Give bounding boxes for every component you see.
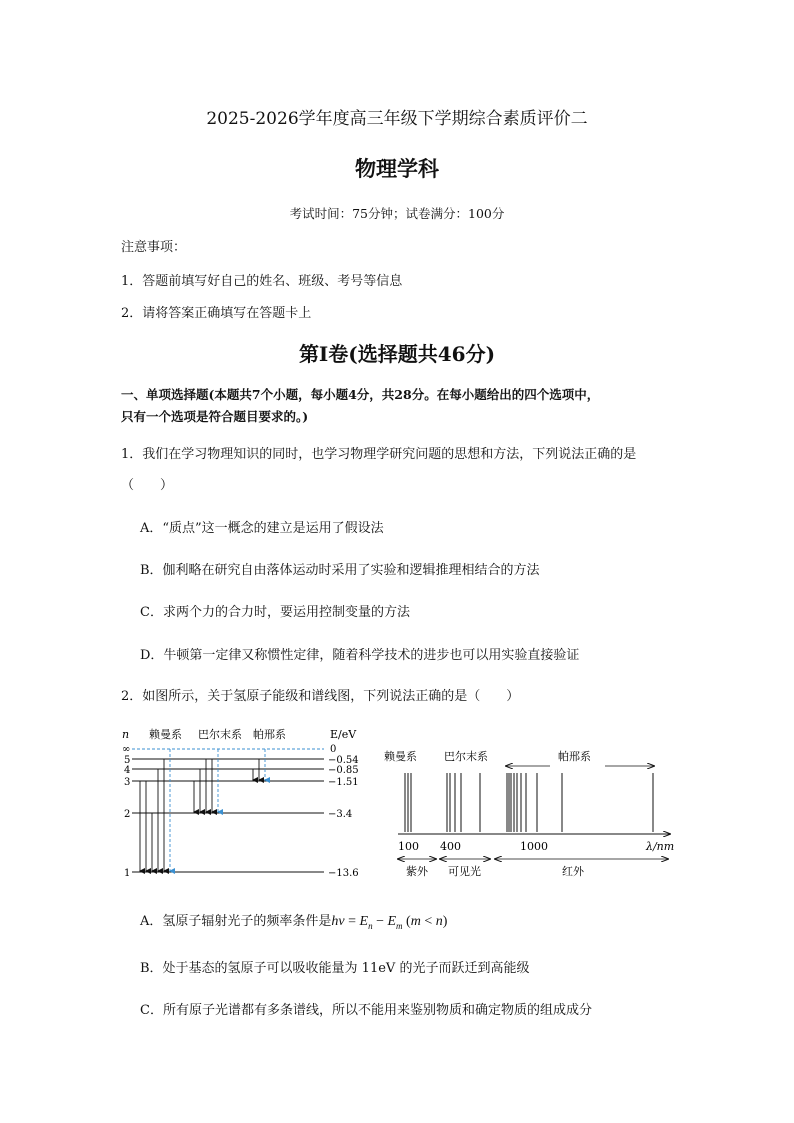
exam-info: 考试时间：75分钟；试卷满分：100分 — [289, 206, 505, 221]
q2-option-a — [140, 910, 447, 931]
q1-option-c: C．求两个力的合力时，要运用控制变量的方法 — [140, 605, 410, 620]
q1-stem: 1．我们在学习物理知识的同时，也学习物理学研究问题的思想和方法，下列说法正确的是 — [121, 447, 637, 462]
region-label-visible: 可见光 — [448, 865, 481, 878]
spectrum-diagram — [380, 742, 680, 882]
q2-stem: 2．如图所示，关于氢原子能级和谱线图，下列说法正确的是（ ） — [121, 689, 520, 704]
energy-series-label-lyman: 赖曼系 — [149, 728, 182, 741]
axis-tick-label: 100 — [398, 840, 419, 853]
section-heading-line2: 只有一个选项是符合题目要求的。) — [121, 409, 309, 424]
q2-option-c: C．所有原子光谱都有多条谱线，所以不能用来鉴别物质和确定物质的组成成分 — [140, 1003, 592, 1018]
exam-title: 2025-2026学年度高三年级下学期综合素质评价二 — [206, 109, 588, 129]
q1-option-d: D．牛顿第一定律又称惯性定律，随着科学技术的进步也可以用实验直接验证 — [140, 648, 580, 663]
level-energy-label: 0 — [330, 744, 337, 755]
lyman-lines — [405, 773, 411, 832]
e-axis-label: E/eV — [330, 728, 357, 741]
level-n-label: ∞ — [122, 744, 131, 755]
volume-title: 第I卷(选择题共46分) — [298, 342, 496, 366]
q1-option-a: A．“质点”这一概念的建立是运用了假设法 — [140, 521, 384, 536]
level-n-label: 2 — [124, 809, 131, 820]
level-n-label: 4 — [124, 765, 131, 776]
notes-heading: 注意事项： — [121, 240, 187, 255]
wavelength-axis-label: λ/nm — [646, 840, 675, 853]
energy-level-diagram — [118, 724, 368, 882]
level-energy-label: −3.4 — [328, 809, 353, 820]
axis-tick-label: 400 — [440, 840, 461, 853]
level-n-label: 3 — [124, 777, 131, 788]
paschen-lines — [507, 773, 653, 832]
balmer-lines — [447, 773, 480, 832]
energy-series-label-paschen: 帕邢系 — [253, 728, 286, 741]
notes-item-1: 1．答题前填写好自己的姓名、班级、考号等信息 — [121, 274, 403, 289]
energy-series-label-balmer: 巴尔末系 — [198, 728, 242, 741]
q2-option-a-formula: $h\nu = E_n - E_m$ (m < n) — [331, 914, 448, 931]
level-n-label: 5 — [124, 755, 131, 766]
spectrum-series-label-balmer: 巴尔末系 — [444, 750, 488, 763]
q1-option-b: B．伽利略在研究自由落体运动时采用了实验和逻辑推理相结合的方法 — [140, 563, 540, 578]
level-energy-label: −0.54 — [328, 755, 359, 766]
spectrum-series-label-paschen: 帕邢系 — [558, 750, 591, 763]
section-heading-line1: 一、单项选择题(本题共7个小题，每小题4分，共28分。在每小题给出的四个选项中， — [121, 387, 600, 402]
q2-option-a-text: A．氢原子辐射光子的频率条件是 — [140, 914, 332, 929]
region-label-ir: 红外 — [562, 865, 584, 878]
region-label-uv: 紫外 — [406, 865, 428, 878]
level-energy-label: −1.51 — [328, 777, 359, 788]
level-n-label: 1 — [124, 868, 131, 879]
n-axis-label: n — [122, 728, 130, 741]
notes-item-2: 2．请将答案正确填写在答题卡上 — [121, 306, 312, 321]
axis-tick-label: 1000 — [520, 840, 548, 853]
level-energy-label: −0.85 — [328, 765, 359, 776]
q2-option-b: B．处于基态的氢原子可以吸收能量为 11eV 的光子而跃迁到高能级 — [140, 961, 530, 976]
subject-title: 物理学科 — [355, 156, 439, 181]
spectrum-series-label-lyman: 赖曼系 — [384, 750, 417, 763]
q1-answer-blank: （ ） — [121, 478, 174, 493]
level-energy-label: −13.6 — [328, 868, 359, 879]
